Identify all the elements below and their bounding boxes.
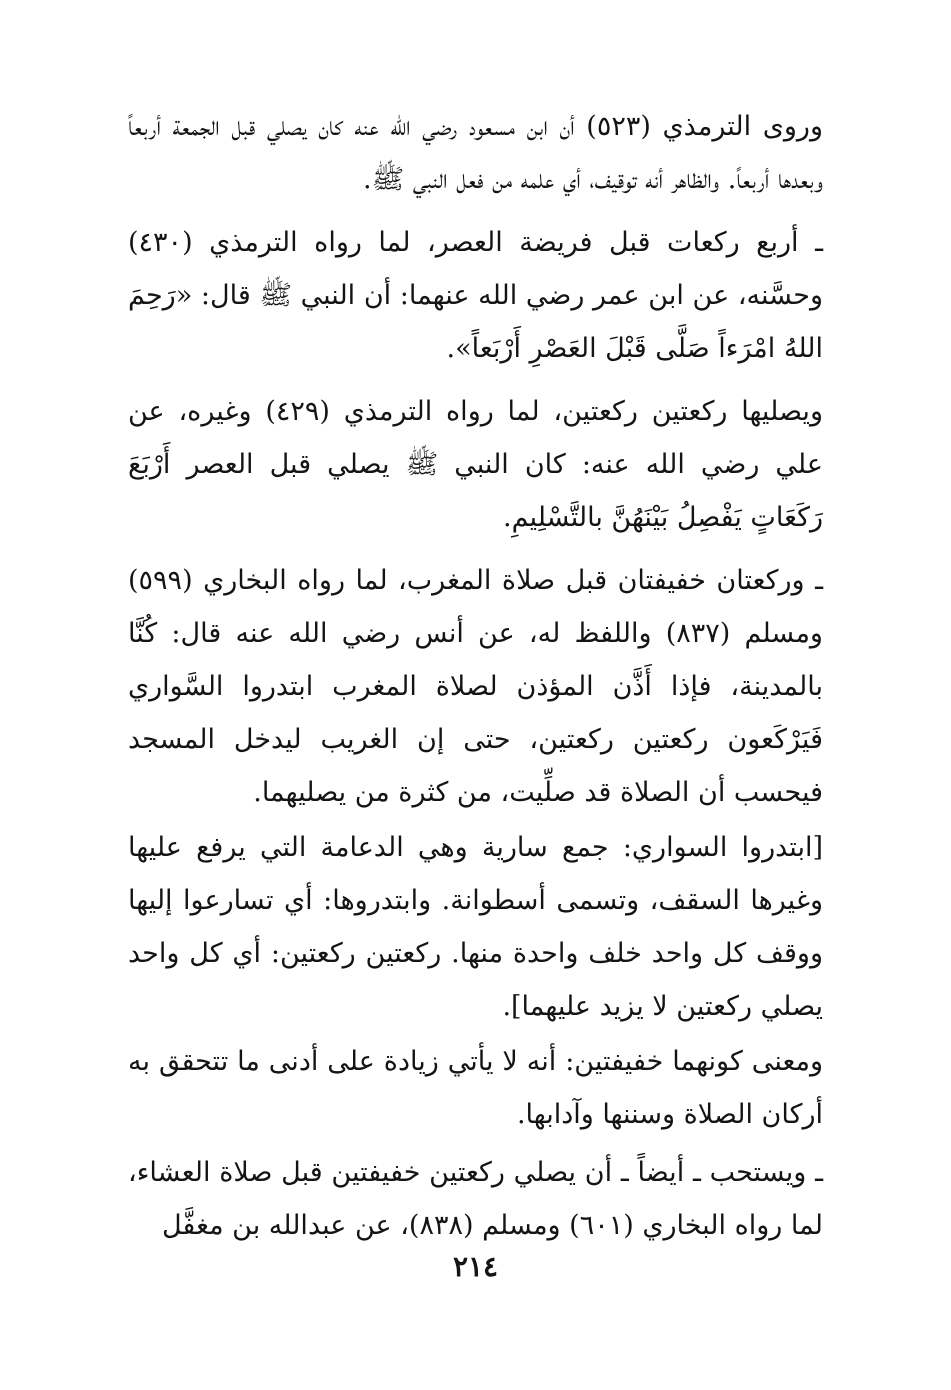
paragraph-before-maghrib: ـ وركعتان خفيفتان قبل صلاة المغرب، لما رواه البخاري (٥٩٩) ومسلم (٨٣٧) واللفظ له، عن أنس رضي الله عنه قال: كُنَّا بالمدينة، فإذا أَذَّن المؤذن لصلاة المغرب ابتدروا السَّواري فَيَرْكَعون ركعتين ركعتين، حتى إن الغريب ليدخل المسجد فيحسب أن الصلاة قد صلِّيت، من كثرة من يصليهما. [128,565,823,808]
body-text [128,100,823,1252]
page-number: ٢١٤ [452,1250,499,1283]
paragraph-glossary: [ابتدروا السواري: جمع سارية وهي الدعامة التي يرفع عليها وغيرها السقف، وتسمى أسطوانة. وابتدروها: أي تسارعوا إليها ووقف كل واحد خلف واحدة منها. ركعتين ركعتين: أي كل واحد يصلي ركعتين لا يزيد عليهما]. [128,832,823,1022]
paragraph-two-by-two: ويصليها ركعتين ركعتين، لما رواه الترمذي (٤٢٩) وغيره، عن علي رضي الله عنه: كان النبي ﷺ يصلي قبل العصر أَرْبَعَ رَكَعَاتٍ يَفْصِلُ بَيْنَهُنَّ بالتَّسْلِيمِ. [128,396,823,533]
paragraph-tirmidhi-friday: وروى الترمذي (٥٢٣) أن ابن مسعود رضي الله عنه كان يصلي قبل الجمعة أربعاً وبعدها أربعاً. والظاهر أنه توقيف، أي علمه من فعل النبي ﷺ. [128,111,823,195]
paragraph-light-meaning: ومعنى كونهما خفيفتين: أنه لا يأتي زيادة على أدنى ما تتحقق به أركان الصلاة وسننها وآدابها. [128,1046,823,1130]
paragraph-four-before-asr: ـ أربع ركعات قبل فريضة العصر، لما رواه الترمذي (٤٣٠) وحسَّنه، عن ابن عمر رضي الله عنهما: أن النبي ﷺ قال: «رَحِمَ اللهُ امْرَءاً صَلَّى قَبْلَ العَصْرِ أَرْبَعاً». [128,227,823,364]
paragraph-before-isha: ـ ويستحب ـ أيضاً ـ أن يصلي ركعتين خفيفتين قبل صلاة العشاء، لما رواه البخاري (٦٠١) ومسلم (٨٣٨)، عن عبدالله بن مغفَّل [128,1157,823,1241]
